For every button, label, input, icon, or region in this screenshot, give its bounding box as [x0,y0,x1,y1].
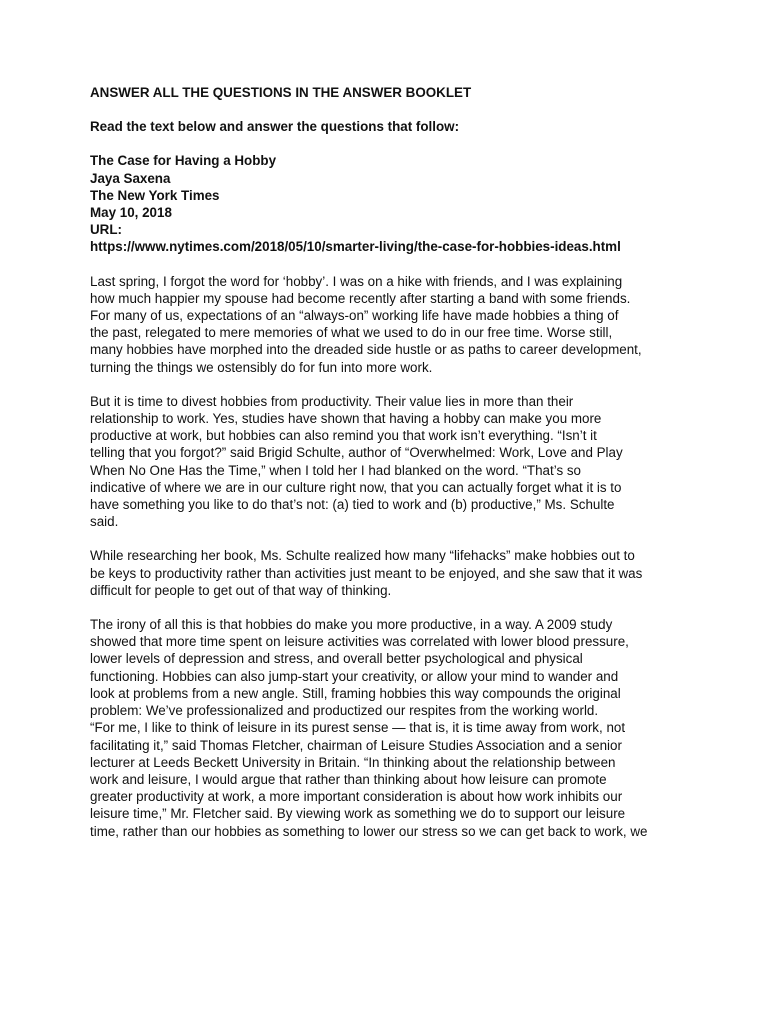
article-date: May 10, 2018 [90,205,172,221]
instruction-read-text: Read the text below and answer the questions that follow: [90,119,460,135]
text-line: how much happier my spouse had become recently after starting a band with some friends. [90,290,631,306]
text-line: “For me, I like to think of leisure in its purest sense — that is, it is time away from work, not [90,720,626,736]
paragraph-4 [90,616,680,719]
article-url-label: URL: [90,222,122,238]
paragraph-1 [90,273,680,376]
text-line: lower levels of depression and stress, and overall better psychological and physical [90,651,583,667]
document-page [90,84,680,840]
text-line: productive at work, but hobbies can also remind you that work isn’t everything. “Isn’t it [90,428,597,444]
instruction-answer-booklet: ANSWER ALL THE QUESTIONS IN THE ANSWER BOOKLET [90,85,472,100]
text-line: have something you like to do that’s not: (a) tied to work and (b) productive,” Ms. Schulte [90,497,615,513]
text-line: While researching her book, Ms. Schulte realized how many “lifehacks” make hobbies out to [90,548,635,564]
text-line: relationship to work. Yes, studies have shown that having a hobby can make you more [90,411,602,427]
text-line: But it is time to divest hobbies from productivity. Their value lies in more than their [90,393,574,409]
text-line: greater productivity at work, a more important consideration is about how work inhibits our [90,789,623,805]
text-line: telling that you forgot?” said Brigid Schulte, author of “Overwhelmed: Work, Love and Play [90,445,623,461]
text-line: work and leisure, I would argue that rather than thinking about how leisure can promote [90,771,607,787]
article-author: Jaya Saxena [90,170,171,186]
article-url: https://www.nytimes.com/2018/05/10/smarter-living/the-case-for-hobbies-ideas.html [90,239,621,255]
text-line: time, rather than our hobbies as something to lower our stress so we can get back to work, we [90,823,648,839]
paragraph-5 [90,719,680,839]
text-line: showed that more time spent on leisure activities was correlated with lower blood pressure, [90,634,629,650]
text-line: problem: We’ve professionalized and productized our respites from the working world. [90,703,599,719]
text-line: For many of us, expectations of an “always-on” working life have made hobbies a thing of [90,308,619,324]
text-line: look at problems from a new angle. Still, framing hobbies this way compounds the original [90,685,621,701]
text-line: indicative of where we are in our culture right now, that you can actually forget what it is to [90,479,622,495]
text-line: Last spring, I forgot the word for ‘hobby’. I was on a hike with friends, and I was explaining [90,273,623,289]
text-line: be keys to productivity rather than activities just meant to be enjoyed, and she saw that it was [90,565,643,581]
article-publication: The New York Times [90,187,220,203]
text-line: The irony of all this is that hobbies do make you more productive, in a way. A 2009 study [90,617,613,633]
paragraph-2 [90,393,680,531]
text-line: When No One Has the Time,” when I told her I had blanked on the word. “That’s so [90,462,582,478]
text-line: said. [90,514,119,530]
text-line: difficult for people to get out of that way of thinking. [90,582,392,598]
text-line: lecturer at Leeds Beckett University in Britain. “In thinking about the relationship between [90,754,616,770]
text-line: leisure time,” Mr. Fletcher said. By viewing work as something we do to support our leisure [90,806,626,822]
text-line: turning the things we ostensibly do for fun into more work. [90,359,433,375]
text-line: functioning. Hobbies can also jump-start your creativity, or allow your mind to wander and [90,668,619,684]
paragraph-3 [90,547,680,599]
text-line: many hobbies have morphed into the dreaded side hustle or as paths to career development, [90,342,642,358]
article-title: The Case for Having a Hobby [90,153,277,169]
text-line: facilitating it,” said Thomas Fletcher, chairman of Leisure Studies Association and a senior [90,737,622,753]
text-line: the past, relegated to mere memories of what we used to do in our free time. Worse still, [90,325,613,341]
article-metadata [90,152,680,255]
